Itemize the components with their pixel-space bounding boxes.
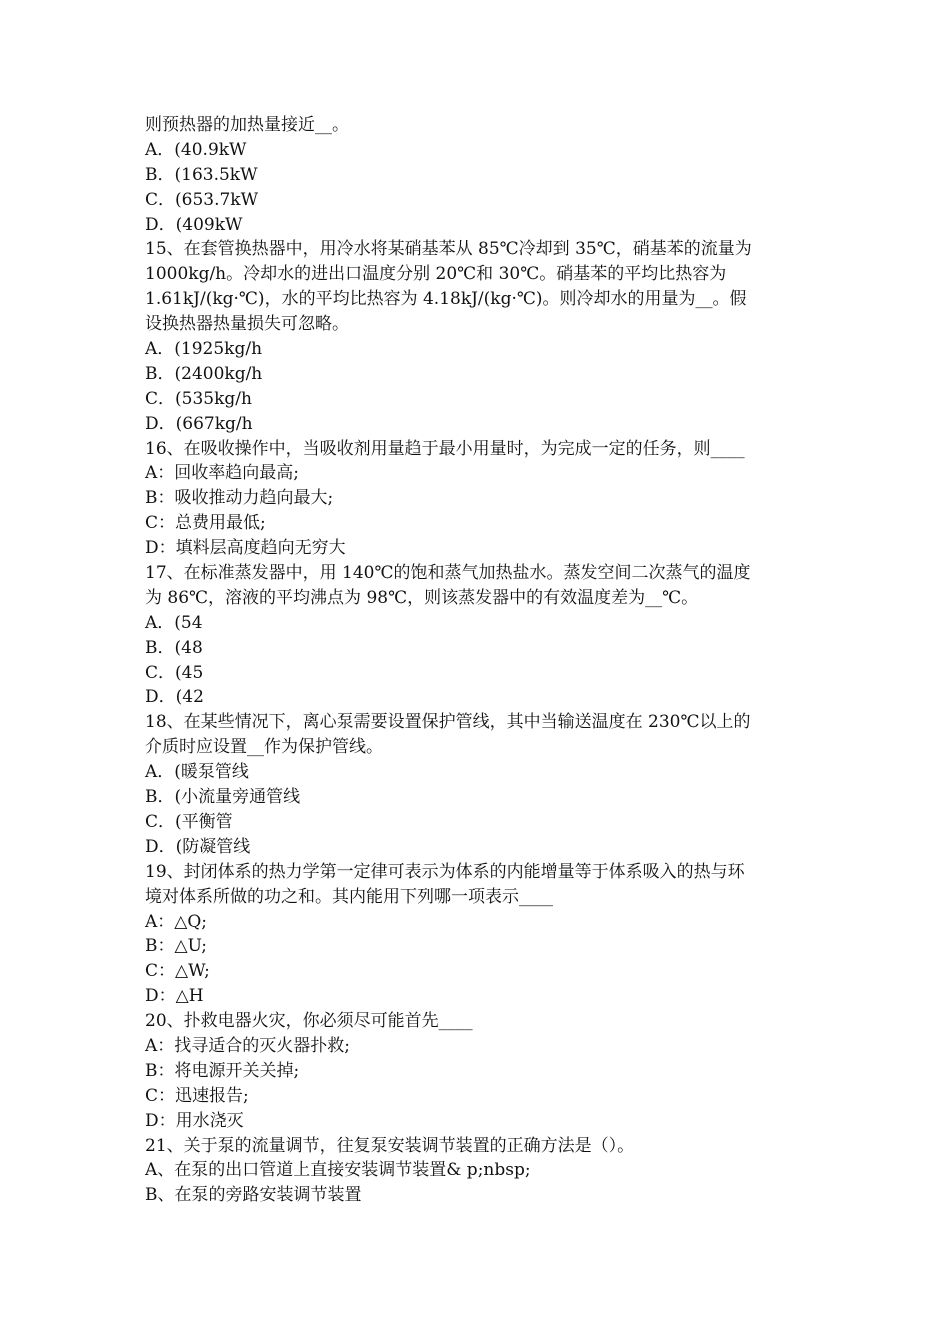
option-d: D．(防凝管线 <box>145 836 251 857</box>
option-d: D：△H <box>145 986 204 1007</box>
option-c: C：总费用最低; <box>145 513 266 534</box>
option-c: C．(45 <box>145 662 204 683</box>
option-d: D．(409kW <box>145 214 243 235</box>
question-19-cont: 境对体系所做的功之和。其内能用下列哪一项表示____ <box>145 886 553 907</box>
option-b: B．(2400kg/h <box>145 363 263 384</box>
question-15-cont: 1000kg/h。冷却水的进出口温度分别 20℃和 30℃。硝基苯的平均比热容为 <box>145 264 727 285</box>
question-15-cont: 设换热器热量损失可忽略。 <box>145 314 349 335</box>
option-a: A：△Q; <box>145 911 208 932</box>
option-b: B：吸收推动力趋向最大; <box>145 488 334 509</box>
option-b: B．(小流量旁通管线 <box>145 787 301 808</box>
option-a: A：回收率趋向最高; <box>145 463 300 484</box>
document-body <box>145 113 810 1208</box>
option-d: D：用水浇灭 <box>145 1110 244 1131</box>
question-17-cont: 为 86℃，溶液的平均沸点为 98℃，则该蒸发器中的有效温度差为__℃。 <box>145 587 699 608</box>
question-18: 18、在某些情况下，离心泵需要设置保护管线，其中当输送温度在 230℃以上的 <box>145 712 751 733</box>
question-21: 21、关于泵的流量调节，往复泵安装调节装置的正确方法是（）。 <box>145 1135 635 1156</box>
option-a: A．(54 <box>145 612 203 633</box>
option-b: B．(163.5kW <box>145 164 258 185</box>
question-16: 16、在吸收操作中，当吸收剂用量趋于最小用量时，为完成一定的任务，则____ <box>145 438 745 459</box>
option-a: A．(1925kg/h <box>145 339 263 360</box>
option-b: B、在泵的旁路安装调节装置 <box>145 1185 362 1206</box>
option-c: C．(653.7kW <box>145 189 259 210</box>
option-d: D．(42 <box>145 687 204 708</box>
question-19: 19、封闭体系的热力学第一定律可表示为体系的内能增量等于体系吸入的热与环 <box>145 861 745 882</box>
option-a: A：找寻适合的灭火器扑救; <box>145 1035 351 1056</box>
question-20: 20、扑救电器火灾，你必须尽可能首先____ <box>145 1011 473 1032</box>
question-17: 17、在标准蒸发器中，用 140℃的饱和蒸气加热盐水。蒸发空间二次蒸气的温度 <box>145 563 751 584</box>
option-a: A、在泵的出口管道上直接安装调节装置& p;nbsp; <box>145 1160 531 1181</box>
option-c: C．(535kg/h <box>145 388 252 409</box>
option-a: A．(40.9kW <box>145 139 247 160</box>
option-c: C：迅速报告; <box>145 1085 249 1106</box>
option-a: A．(暖泵管线 <box>145 762 249 783</box>
question-18-cont: 介质时应设置__作为保护管线。 <box>145 737 383 758</box>
text-line: 则预热器的加热量接近__。 <box>145 115 349 135</box>
question-15-cont: 1.61kJ/(kg·℃)，水的平均比热容为 4.18kJ/(kg·℃)。则冷却水的用量为__。假 <box>145 289 747 310</box>
option-b: B．(48 <box>145 637 203 658</box>
option-b: B：将电源开关关掉; <box>145 1060 300 1081</box>
option-d: D．(667kg/h <box>145 413 253 434</box>
question-15: 15、在套管换热器中，用冷水将某硝基苯从 85℃冷却到 35℃，硝基苯的流量为 <box>145 239 752 260</box>
option-b: B：△U; <box>145 936 208 957</box>
option-d: D：填料层高度趋向无穷大 <box>145 538 346 559</box>
option-c: C．(平衡管 <box>145 811 233 832</box>
option-c: C：△W; <box>145 961 210 982</box>
